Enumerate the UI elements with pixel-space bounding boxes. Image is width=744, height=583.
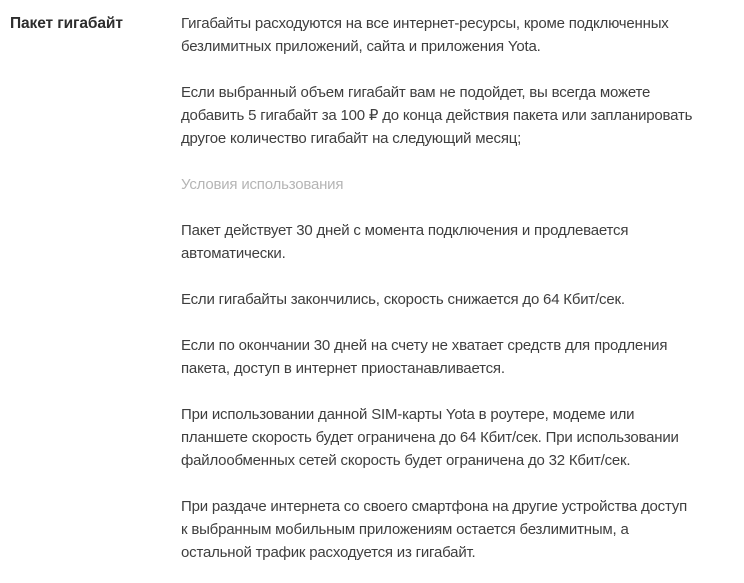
terms-paragraph-insufficient-funds: Если по окончании 30 дней на счету не хватает средств для продления пакета, доступ в интернет приостанавливается. xyxy=(181,337,668,377)
description-paragraph-add-gigabytes: Если выбранный объем гигабайт вам не подойдет, вы всегда можете добавить 5 гигабайт за 100 ₽ до конца действия пакета или запланировать другое количество гигабайт на следующий месяц; xyxy=(181,84,693,147)
terms-paragraph-package-duration: Пакет действует 30 дней с момента подключения и продлевается автоматически. xyxy=(181,222,629,262)
terms-paragraph-sim-usage-limits: При использовании данной SIM-карты Yota в роутере, модеме или планшете скорость будет ограничена до 64 Кбит/сек. При использовании файлообменных сетей скорость будет ограничена до 32 Кбит/сек. xyxy=(181,406,679,469)
package-title: Пакет гигабайт xyxy=(10,15,123,32)
terms-paragraph-tethering: При раздаче интернета со своего смартфона на другие устройства доступ к выбранным мобильным приложениям остается безлимитным, а остальной трафик расходуется из гигабайт. xyxy=(181,498,688,561)
usage-terms-subheader: Условия использования xyxy=(181,176,344,193)
terms-paragraph-speed-reduction: Если гигабайты закончились, скорость снижается до 64 Кбит/сек. xyxy=(181,291,625,308)
row-label-column xyxy=(0,12,181,35)
description-paragraph-gigabytes-usage: Гигабайты расходуются на все интернет-ресурсы, кроме подключенных безлимитных приложений, сайта и приложения Yota. xyxy=(181,15,669,55)
package-description-column xyxy=(181,12,693,564)
